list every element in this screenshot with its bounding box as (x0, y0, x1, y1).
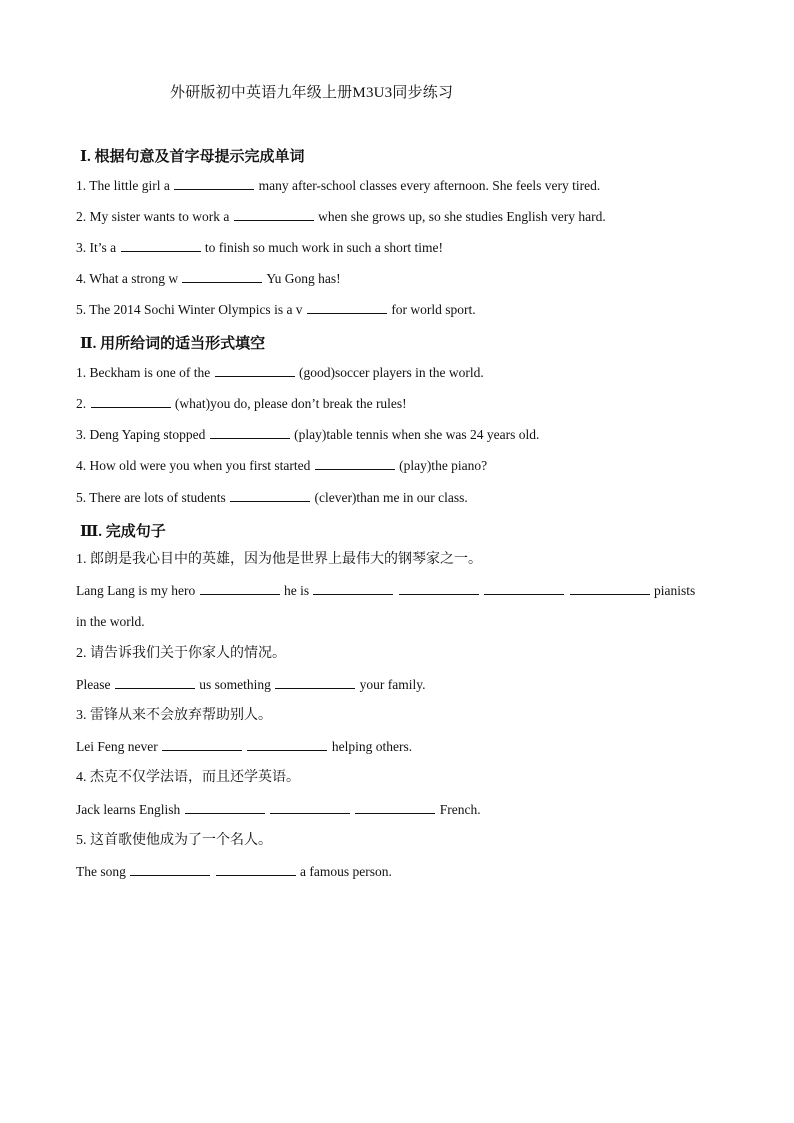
answer-blank[interactable] (215, 364, 295, 377)
answer-blank[interactable] (270, 801, 350, 814)
exercise-3-5-answer: The song a famous person. (76, 864, 392, 879)
answer-blank[interactable] (210, 426, 290, 439)
answer-blank[interactable] (307, 301, 387, 314)
answer-blank[interactable] (313, 582, 393, 595)
answer-blank[interactable] (162, 738, 242, 751)
answer-blank[interactable] (484, 582, 564, 595)
answer-blank[interactable] (399, 582, 479, 595)
section-heading-3: Ⅲ. 完成句子 (80, 524, 166, 540)
section-heading-1: Ⅰ. 根据句意及首字母提示完成单词 (80, 149, 305, 165)
exercise-1-3: 3. It’s a to finish so much work in such a short time! (76, 240, 443, 255)
answer-blank[interactable] (275, 676, 355, 689)
section-heading-2: Ⅱ. 用所给词的适当形式填空 (80, 336, 266, 352)
answer-blank[interactable] (130, 863, 210, 876)
answer-blank[interactable] (115, 676, 195, 689)
exercise-3-4-answer: Jack learns English French. (76, 802, 481, 817)
answer-blank[interactable] (315, 457, 395, 470)
exercise-1-4: 4. What a strong w Yu Gong has! (76, 271, 341, 286)
answer-blank[interactable] (121, 239, 201, 252)
exercise-1-5: 5. The 2014 Sochi Winter Olympics is a v for world sport. (76, 302, 476, 317)
answer-blank[interactable] (570, 582, 650, 595)
exercise-3-3-answer: Lei Feng never helping others. (76, 739, 413, 754)
answer-blank[interactable] (182, 270, 262, 283)
exercise-3-2-answer: Please us something your family. (76, 677, 426, 692)
answer-blank[interactable] (200, 582, 280, 595)
answer-blank[interactable] (247, 738, 327, 751)
exercise-3-1-continuation: in the world. (76, 614, 145, 629)
exercise-2-5: 5. There are lots of students (clever)than me in our class. (76, 490, 468, 505)
page-title: 外研版初中英语九年级上册M3U3同步练习 (170, 85, 454, 101)
answer-blank[interactable] (230, 489, 310, 502)
answer-blank[interactable] (216, 863, 296, 876)
answer-blank[interactable] (174, 177, 254, 190)
exercise-3-4-prompt: 4. 杰克不仅学法语，而且还学英语。 (76, 770, 300, 785)
exercise-1-2: 2. My sister wants to work a when she grows up, so she studies English very hard. (76, 209, 606, 224)
answer-blank[interactable] (355, 801, 435, 814)
answer-blank[interactable] (91, 395, 171, 408)
exercise-3-2-prompt: 2. 请告诉我们关于你家人的情况。 (76, 646, 286, 661)
exercise-3-3-prompt: 3. 雷锋从来不会放弃帮助别人。 (76, 708, 272, 723)
exercise-1-1: 1. The little girl a many after-school classes every afternoon. She feels very tired. (76, 178, 601, 193)
exercise-2-4: 4. How old were you when you first started (play)the piano? (76, 458, 488, 473)
exercise-3-1-answer: Lang Lang is my hero he is pianists (76, 583, 696, 598)
answer-blank[interactable] (234, 208, 314, 221)
exercise-2-2: 2. (what)you do, please don’t break the rules! (76, 396, 407, 411)
exercise-2-3: 3. Deng Yaping stopped (play)table tennis when she was 24 years old. (76, 427, 540, 442)
exercise-2-1: 1. Beckham is one of the (good)soccer players in the world. (76, 365, 484, 380)
exercise-3-1-prompt: 1. 郎朗是我心目中的英雄，因为他是世界上最伟大的钢琴家之一。 (76, 552, 482, 567)
exercise-3-5-prompt: 5. 这首歌使他成为了一个名人。 (76, 833, 272, 848)
answer-blank[interactable] (185, 801, 265, 814)
